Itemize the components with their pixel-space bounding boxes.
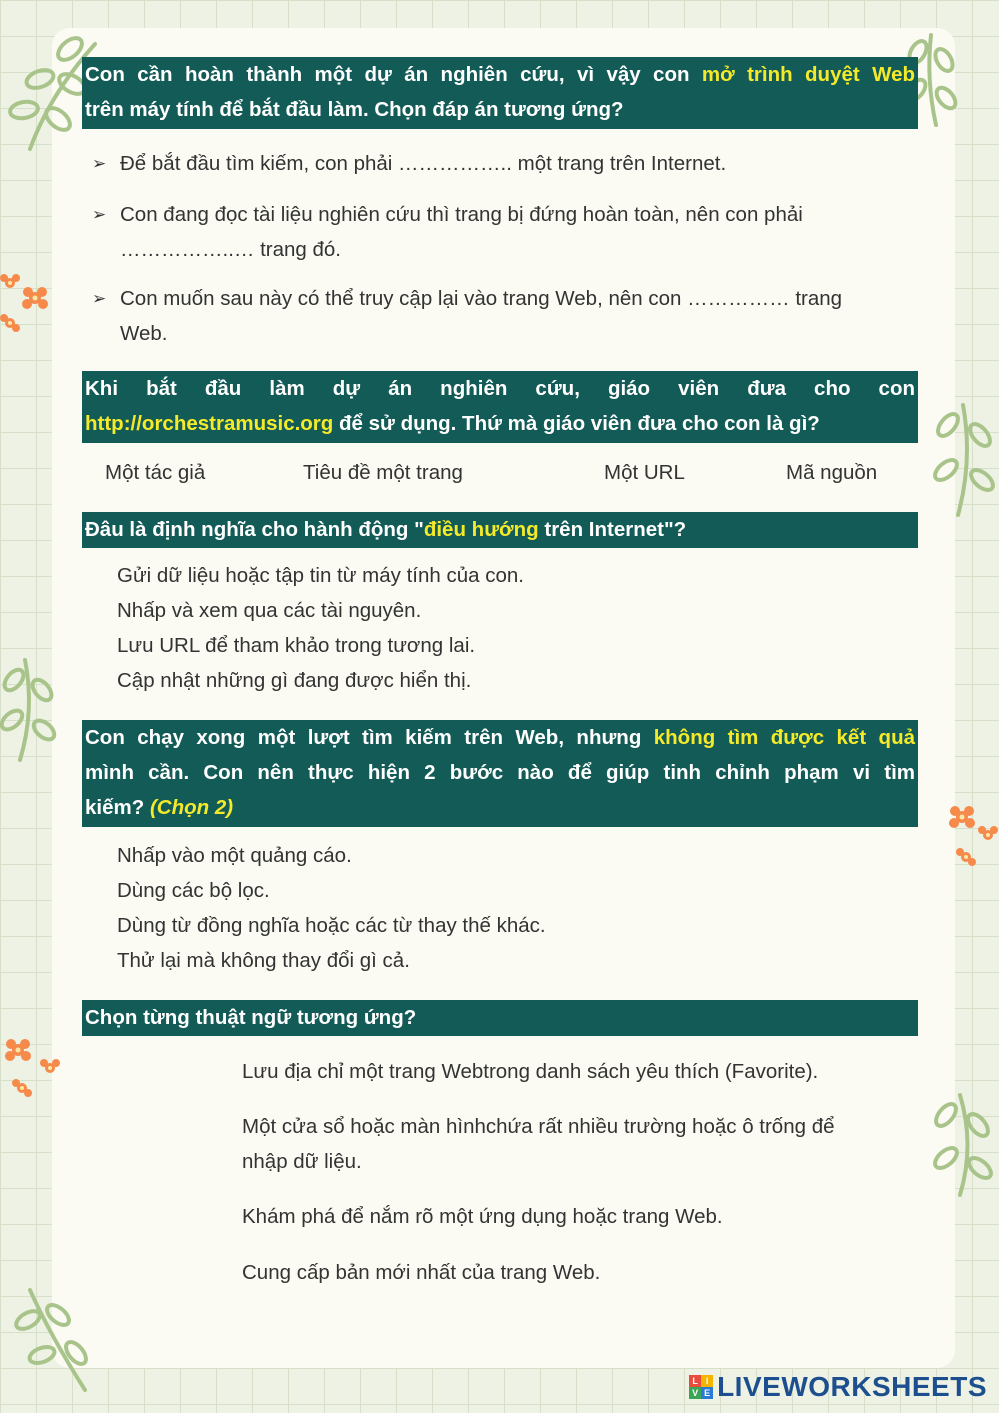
question-4-option-2[interactable]: Dùng các bộ lọc. — [117, 879, 270, 902]
question-5-definition-2: Một cửa sổ hoặc màn hìnhchứa rất nhiều trường hoặc ô trống để — [242, 1115, 835, 1138]
question-3-option-2[interactable]: Nhấp và xem qua các tài nguyên. — [117, 599, 422, 622]
question-4-option-4[interactable]: Thử lại mà không thay đổi gì cả. — [117, 949, 410, 972]
arrow-bullet-icon: ➢ — [92, 154, 107, 173]
question-3-option-1[interactable]: Gửi dữ liệu hoặc tập tin từ máy tính của con. — [117, 564, 524, 587]
question-4-note: (Chọn 2) — [149, 796, 234, 819]
question-2-option-2[interactable]: Tiêu đề một trang — [303, 461, 463, 484]
question-2-option-1[interactable]: Một tác giả — [105, 461, 206, 484]
flower-cluster-left-1 — [0, 268, 60, 338]
question-1-item-2: Con đang đọc tài liệu nghiên cứu thì trang bị đứng hoàn toàn, nên con phải — [120, 203, 803, 226]
logo-mark-icon: L I V E — [689, 1375, 713, 1399]
question-2-option-4[interactable]: Mã nguồn — [786, 461, 878, 484]
question-4-highlight: không tìm được kết quả — [653, 726, 915, 749]
leaf-sprig-bottom-left — [10, 1285, 100, 1395]
question-5-definition-4: Cung cấp bản mới nhất của trang Web. — [242, 1261, 601, 1284]
question-5-definition-3: Khám phá để nắm rõ một ứng dụng hoặc trang Web. — [242, 1205, 723, 1228]
question-1-item-3-cont: Web. — [120, 322, 168, 345]
question-3-option-3[interactable]: Lưu URL để tham khảo trong tương lai. — [117, 634, 476, 657]
flower-cluster-left-2 — [0, 1030, 70, 1105]
question-3-header: Đâu là định nghĩa cho hành động "điều hướng trên Internet"? — [82, 512, 918, 548]
question-1-highlight: mở trình duyệt Web — [701, 63, 916, 86]
leaf-sprig-left-2 — [0, 655, 70, 765]
question-2-option-3[interactable]: Một URL — [604, 461, 685, 484]
arrow-bullet-icon: ➢ — [92, 289, 107, 308]
question-3-option-4[interactable]: Cập nhật những gì đang được hiển thị. — [117, 669, 472, 692]
logo-text: LIVEWORKSHEETS — [717, 1371, 987, 1402]
leaf-sprig-right-1 — [918, 400, 998, 520]
question-4-option-1[interactable]: Nhấp vào một quảng cáo. — [117, 844, 352, 867]
liveworksheets-logo — [689, 1371, 987, 1403]
question-4-header: Con chạy xong một lượt tìm kiếm trên Web, nhưng không tìm được kết quả mình cần. Con nên thực hiện 2 bước nào để giúp tinh chỉnh phạm vi tìm kiếm? (Chọn 2) — [82, 720, 918, 827]
leaf-sprig-right-2 — [920, 1090, 999, 1200]
question-3-highlight: điều hướng — [423, 518, 539, 541]
question-2-url: http://orchestramusic.org — [85, 412, 334, 435]
question-5-definition-1: Lưu địa chỉ một trang Webtrong danh sách yêu thích (Favorite). — [242, 1060, 819, 1083]
question-1-item-1: Để bắt đầu tìm kiếm, con phải …………….. một trang trên Internet. — [120, 152, 727, 175]
question-5-definition-2-cont: nhập dữ liệu. — [242, 1150, 362, 1173]
question-5-header: Chọn từng thuật ngữ tương ứng? — [82, 1000, 918, 1036]
question-1-item-3: Con muốn sau này có thể truy cập lại vào trang Web, nên con …………… trang — [120, 287, 843, 310]
arrow-bullet-icon: ➢ — [92, 205, 107, 224]
question-1-header: Con cần hoàn thành một dự án nghiên cứu, vì vậy con mở trình duyệt Web trên máy tính để bắt đầu làm. Chọn đáp án tương ứng? — [82, 57, 918, 129]
question-4-option-3[interactable]: Dùng từ đồng nghĩa hoặc các từ thay thế khác. — [117, 914, 546, 937]
question-2-header: Khi bắt đầu làm dự án nghiên cứu, giáo viên đưa cho con http://orchestramusic.org để sử dụng. Thứ mà giáo viên đưa cho con là gì? — [82, 371, 918, 443]
question-1-item-2-cont: ……………..… trang đó. — [120, 238, 342, 261]
flower-cluster-right — [938, 795, 999, 875]
